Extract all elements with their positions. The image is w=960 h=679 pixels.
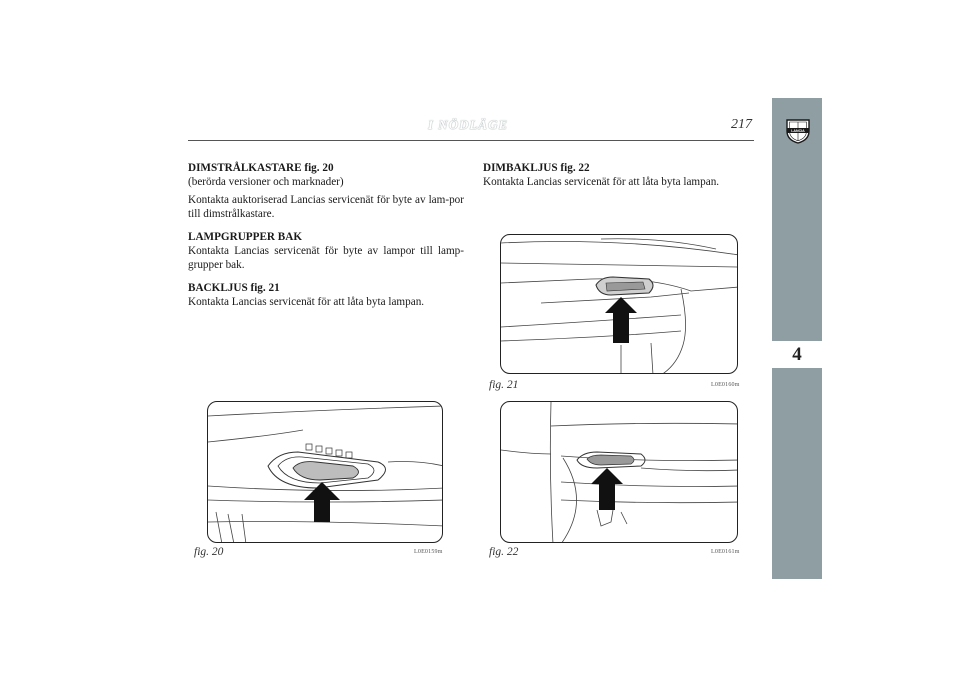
section-body: Kontakta Lancias servicenät för att låta byta lampan. [483,176,720,188]
figure-code: L0E0161m [711,549,740,555]
section-heading: DIMBAKLJUS fig. 22 [483,162,590,174]
section-heading: DIMSTRÅLKASTARE fig. 20 [188,162,334,174]
section-subheading: (berörda versioner och marknader) [188,176,344,188]
figure-caption: fig. 20 [194,546,224,558]
figure-caption: fig. 21 [489,379,519,391]
page-number: 217 [731,117,752,132]
logo-text: LANCIA [791,129,805,133]
chapter-number: 4 [792,344,802,365]
left-column [188,161,464,318]
figure-20-illustration [207,401,443,543]
lancia-logo-icon [784,117,812,145]
figure-code: L0E0159m [414,549,443,555]
figure-caption: fig. 22 [489,546,519,558]
fog-light-drawing [208,402,443,543]
right-column [483,161,759,198]
section-body: Kontakta Lancias servicenät för byte av lampor till lamp-grupper bak. [188,245,464,271]
reverse-light-drawing [501,235,738,374]
chapter-title: I NÖDLÄGE [428,117,509,132]
section-heading: BACKLJUS fig. 21 [188,282,280,294]
section-body: Kontakta Lancias servicenät för att låta byta lampan. [188,296,425,308]
figure-22-illustration [500,401,738,543]
figure-code: L0E0160m [711,382,740,388]
rear-fog-light-drawing [501,402,738,543]
section-heading: LAMPGRUPPER BAK [188,231,303,243]
figure-21-illustration [500,234,738,374]
chapter-tab[interactable] [772,339,822,370]
section-body: Kontakta auktoriserad Lancias servicenät för byte av lam-por till dimstrålkastare. [188,194,464,220]
header-divider [188,140,754,141]
